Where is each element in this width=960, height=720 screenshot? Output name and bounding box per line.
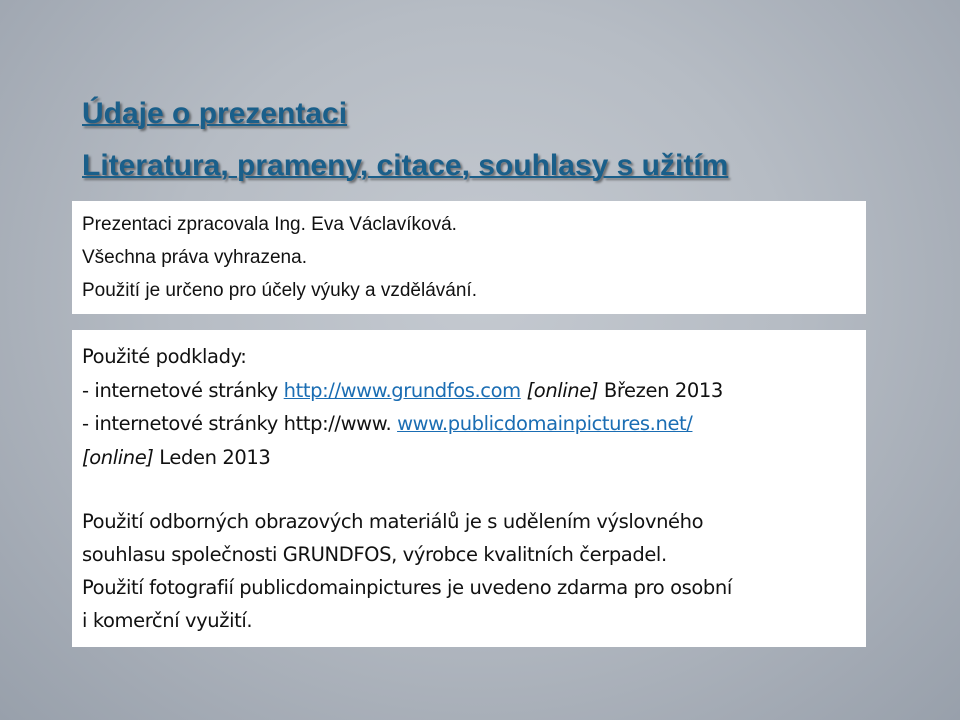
source-1-date: Březen 2013 <box>598 379 723 402</box>
usage-line-1: Použití odborných obrazových materiálů je s udělením výslovného <box>82 510 704 533</box>
slide-title <box>82 88 728 192</box>
source-1-prefix: - internetové stránky <box>82 379 284 402</box>
grundfos-link[interactable]: http://www.grundfos.com <box>283 379 521 402</box>
usage-line-2: souhlasu společnosti GRUNDFOS, výrobce kvalitních čerpadel. <box>82 543 667 566</box>
publicdomainpictures-link[interactable]: www.publicdomainpictures.net/ <box>397 412 693 435</box>
source-line-2 <box>82 412 692 435</box>
source-2-date: Leden 2013 <box>153 446 271 469</box>
title-line-2: Literatura, prameny, citace, souhlasy s užitím <box>82 149 729 182</box>
source-line-2-date <box>82 446 270 469</box>
sources-box <box>72 330 866 647</box>
author-box <box>72 201 866 314</box>
usage-line-3: Použití fotografií publicdomainpictures je uvedeno zdarma pro osobní <box>82 576 732 599</box>
usage-purpose-line: Použití je určeno pro účely výuky a vzdělávání. <box>82 280 477 301</box>
source-1-online: [online] <box>526 379 599 402</box>
source-2-online: [online] <box>82 446 154 469</box>
title-line-1: Údaje o prezentaci <box>82 97 348 130</box>
usage-line-4: i komerční využití. <box>82 609 253 632</box>
author-line: Prezentaci zpracovala Ing. Eva Václavíková. <box>82 214 457 235</box>
sources-heading: Použité podklady: <box>82 345 247 368</box>
source-line-1 <box>82 379 723 402</box>
rights-line: Všechna práva vyhrazena. <box>82 247 307 268</box>
source-2-prefix: - internetové stránky http://www. <box>82 412 398 435</box>
